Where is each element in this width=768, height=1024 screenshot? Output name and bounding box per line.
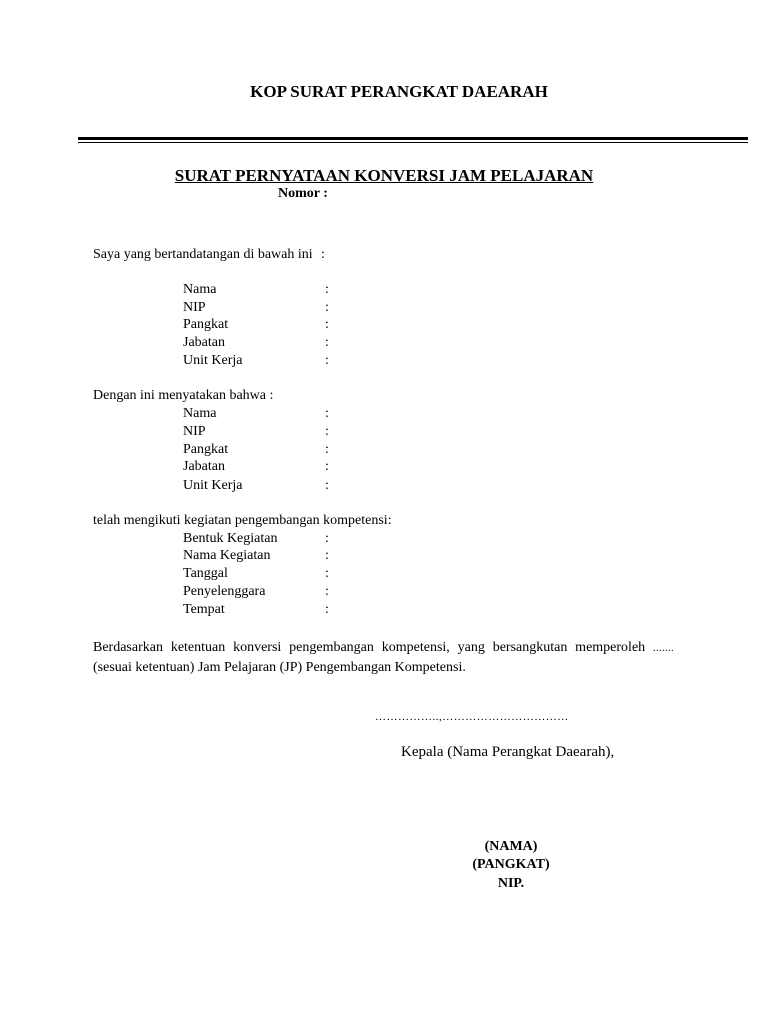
section3-field-label: Tanggal (183, 566, 228, 581)
field-colon: : (325, 317, 329, 332)
letterhead-rule-thick (78, 137, 748, 140)
section3-field-label: Bentuk Kegiatan (183, 531, 278, 546)
field-colon: : (325, 442, 329, 457)
section1-intro: Saya yang bertandatangan di bawah ini (93, 247, 313, 262)
field-colon: : (325, 406, 329, 421)
document-number-label: Nomor : (278, 186, 328, 201)
place-date-line: ……………..,…………………………… (375, 711, 569, 723)
section2-field-label: Unit Kerja (183, 478, 243, 493)
signatory-name: (NAMA) (484, 839, 538, 854)
statement-text-continued: (sesuai ketentuan) Jam Pelajaran (JP) Pengembangan Kompetensi. (93, 660, 466, 675)
section1-field-label: Nama (183, 282, 217, 297)
section1-field-label: NIP (183, 300, 206, 315)
section2-field-label: NIP (183, 424, 206, 439)
field-colon: : (325, 459, 329, 474)
field-colon: : (325, 424, 329, 439)
field-colon: : (325, 478, 329, 493)
statement-blank-dots: ....... (653, 643, 675, 654)
section1-field-label: Pangkat (183, 317, 229, 332)
signatory-nip: NIP. (497, 876, 525, 891)
signatory-rank: (PANGKAT) (472, 857, 550, 872)
statement-paragraph (93, 638, 674, 677)
field-colon: : (325, 566, 329, 581)
field-colon: : (325, 531, 329, 546)
section3-field-label: Nama Kegiatan (183, 548, 271, 563)
field-colon: : (325, 548, 329, 563)
field-colon: : (325, 282, 329, 297)
signatory-position: Kepala (Nama Perangkat Daearah), (401, 744, 615, 760)
field-colon: : (325, 300, 329, 315)
letterhead-rule-thin (78, 142, 748, 143)
section3-field-label: Tempat (183, 602, 225, 617)
section2-field-label: Nama (183, 406, 217, 421)
section3-intro: telah mengikuti kegiatan pengembangan kompetensi: (93, 513, 392, 528)
section2-intro: Dengan ini menyatakan bahwa : (93, 388, 274, 403)
section1-field-label: Unit Kerja (183, 353, 243, 368)
field-colon: : (325, 584, 329, 599)
statement-text: Berdasarkan ketentuan konversi pengembangan kompetensi, yang bersangkutan memperoleh (93, 640, 646, 655)
section3-field-label: Penyelenggara (183, 584, 266, 599)
document-title: SURAT PERNYATAAN KONVERSI JAM PELAJARAN (174, 166, 594, 185)
section1-field-label: Jabatan (183, 335, 225, 350)
field-colon: : (325, 335, 329, 350)
field-colon: : (325, 353, 329, 368)
section1-intro-colon: : (321, 247, 325, 262)
section2-field-label: Jabatan (183, 459, 225, 474)
letterhead-title: KOP SURAT PERANGKAT DAEARAH (250, 82, 548, 101)
field-colon: : (325, 602, 329, 617)
section2-field-label: Pangkat (183, 442, 229, 457)
